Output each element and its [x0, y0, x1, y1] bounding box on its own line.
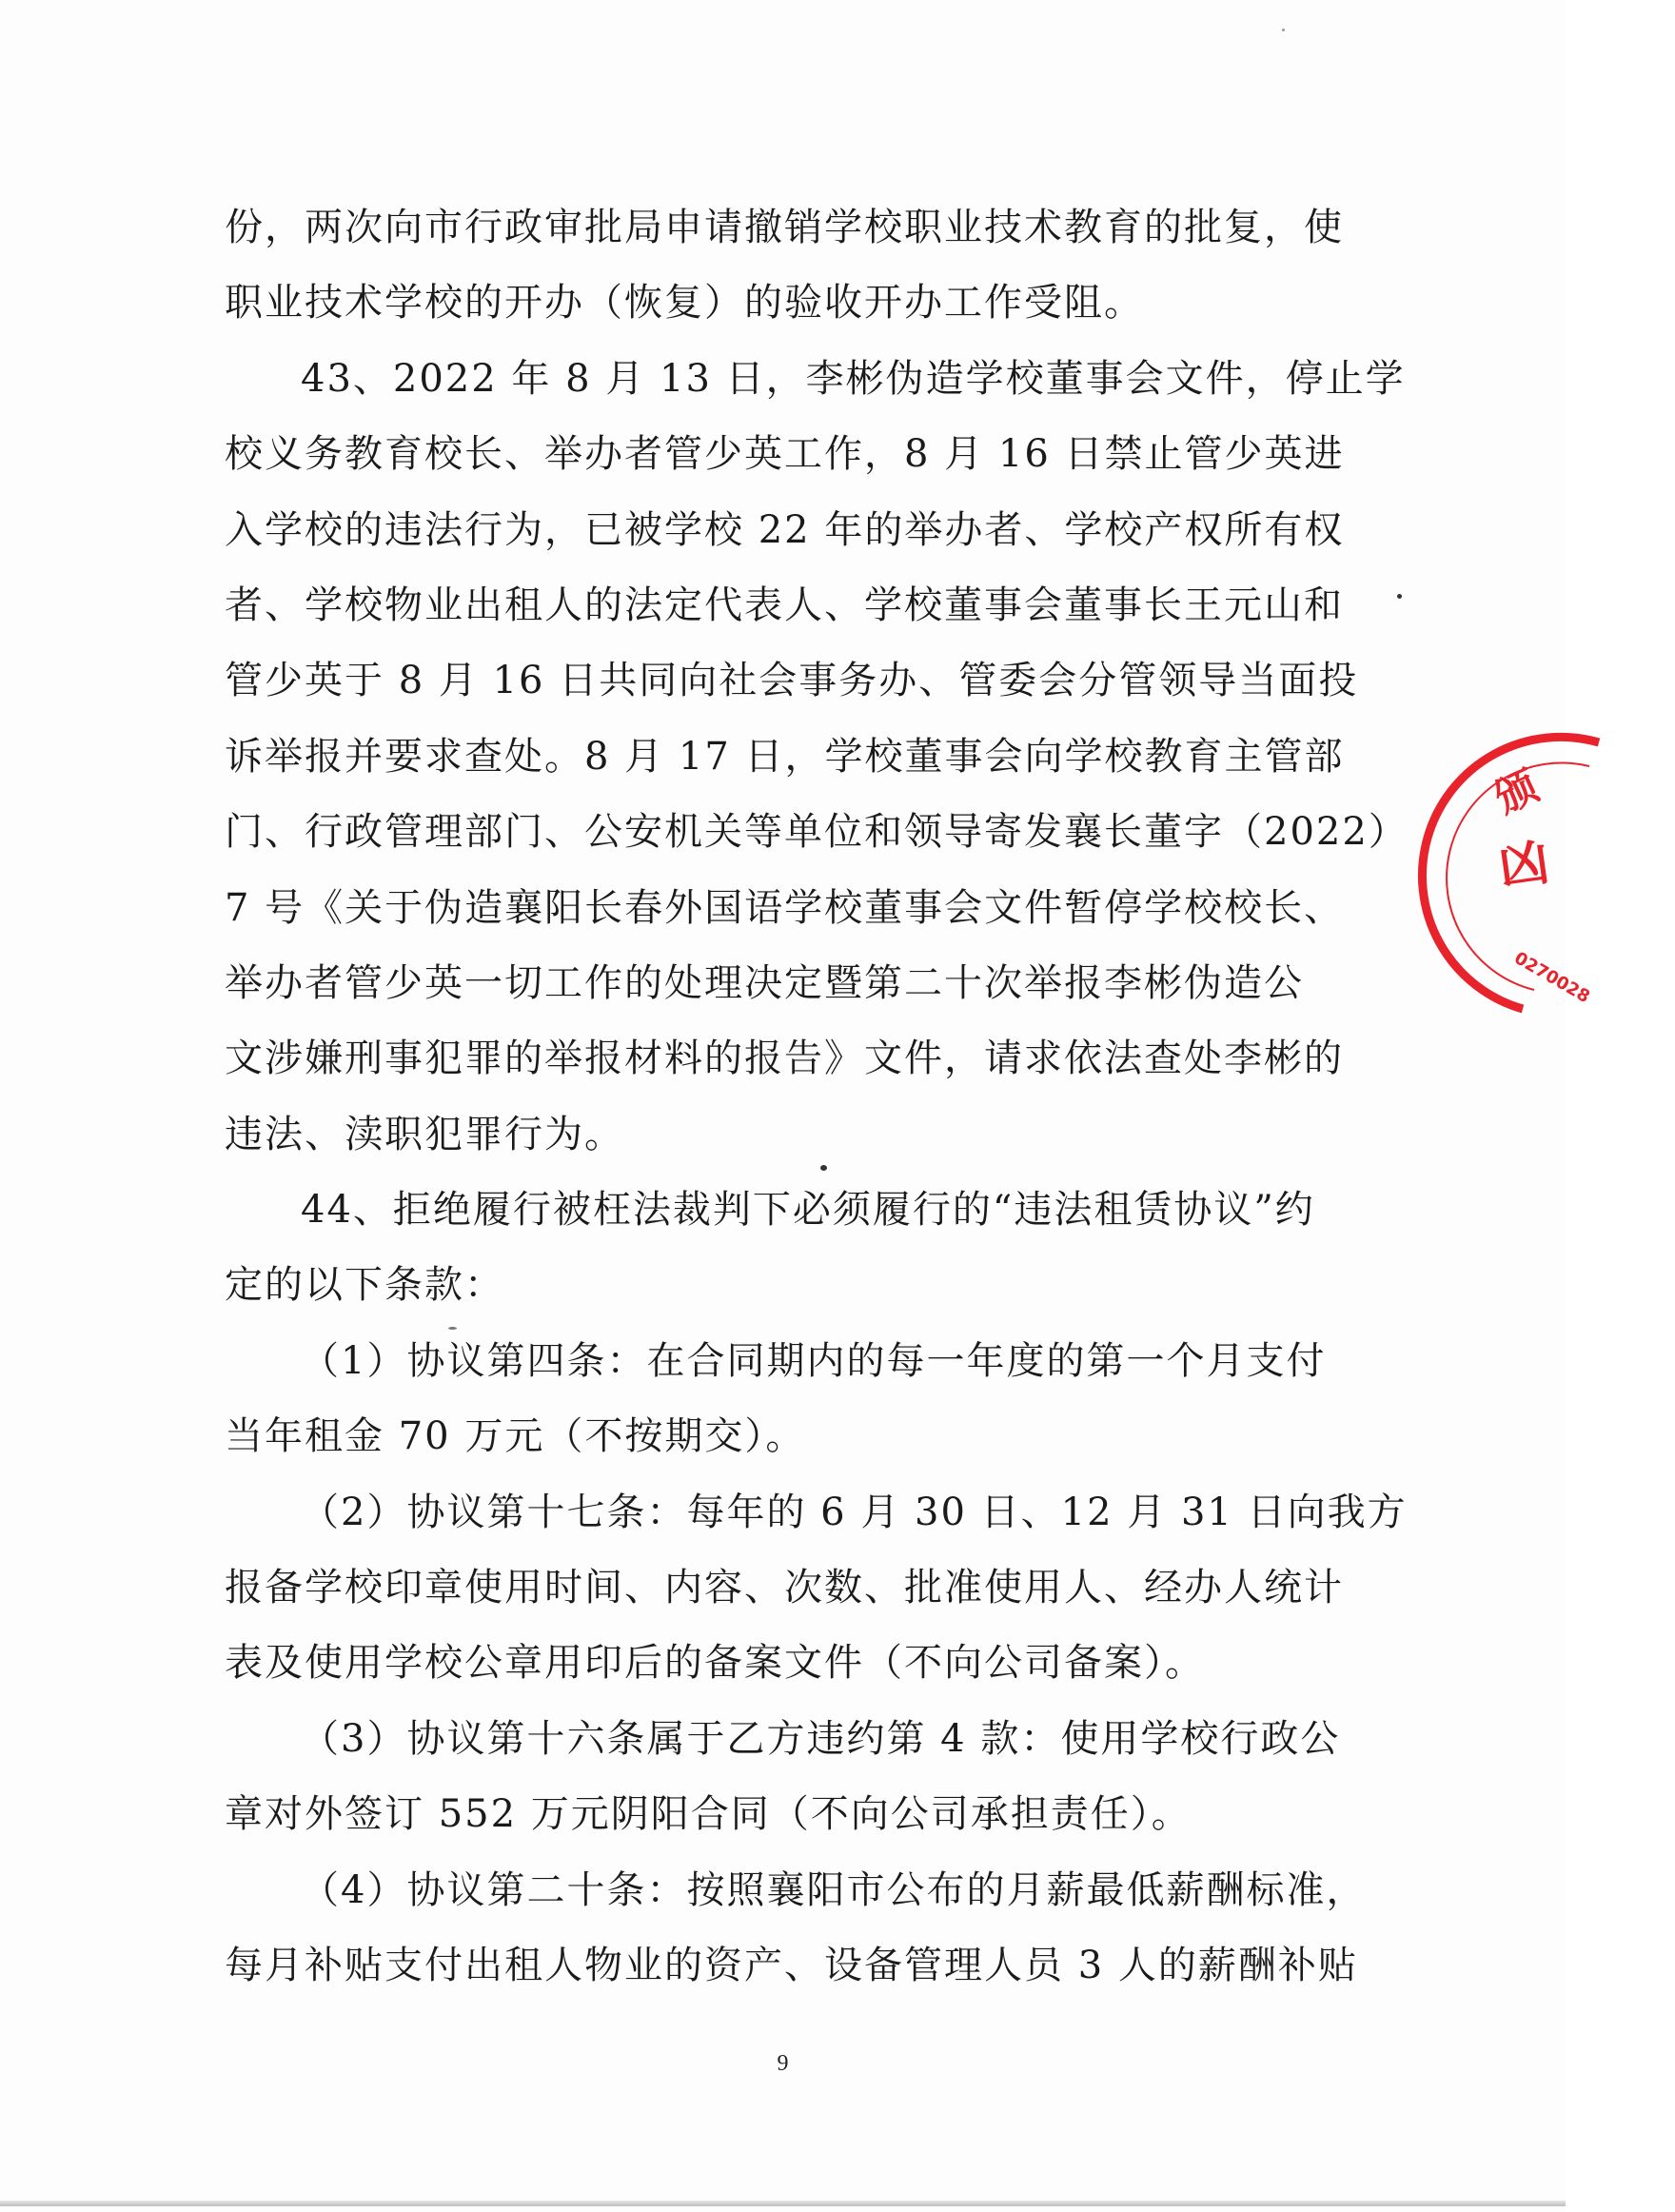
text-line: 者、学校物业出租人的法定代表人、学校董事会董事长王元山和 — [225, 583, 1344, 627]
text-line: 诉举报并要求查处。8 月 17 日，学校董事会向学校教育主管部 — [225, 734, 1345, 779]
text-line: 份，两次向市行政审批局申请撤销学校职业技术教育的批复，使 — [225, 206, 1344, 249]
text-line: 章对外签订 552 万元阴阳合同（不向公司承担责任）。 — [225, 1792, 1192, 1837]
text-line: 43、2022 年 8 月 13 日，李彬伪造学校董事会文件，停止学 — [301, 356, 1406, 401]
red-seal-stamp — [1485, 723, 1675, 1028]
text-line: 7 号《关于伪造襄阳长春外国语学校董事会文件暂停学校校长、 — [225, 885, 1345, 930]
scan-speck — [1397, 594, 1402, 599]
text-line: 文涉嫌刑事犯罪的举报材料的报告》文件，请求依法查处李彬的 — [225, 1037, 1344, 1081]
scan-speck — [1282, 29, 1285, 31]
text-line: 门、行政管理部门、公安机关等单位和领导寄发襄长董字（2022） — [225, 810, 1409, 855]
text-line: （3）协议第十六条属于乙方违约第 4 款：使用学校行政公 — [301, 1716, 1341, 1761]
svg-text:0270028: 0270028 — [1510, 948, 1593, 1008]
text-line: 违法、渎职犯罪行为。 — [225, 1112, 624, 1156]
text-line: 定的以下条款： — [225, 1263, 504, 1308]
text-line: （1）协议第四条：在合同期内的每一年度的第一个月支付 — [301, 1338, 1327, 1383]
scan-speck — [448, 1327, 457, 1330]
page-number: 9 — [777, 2051, 789, 2076]
text-line: 当年租金 70 万元（不按期交）。 — [225, 1414, 806, 1459]
text-line: 职业技术学校的开办（恢复）的验收开办工作受阻。 — [225, 281, 1144, 326]
text-line: 报备学校印章使用时间、内容、次数、批准使用人、经办人统计 — [225, 1566, 1344, 1610]
text-line: 44、拒绝履行被枉法裁判下必须履行的“违法租赁协议”约 — [301, 1188, 1315, 1233]
text-line: （2）协议第十七条：每年的 6 月 30 日、12 月 31 日向我方 — [301, 1490, 1408, 1534]
text-line: 入学校的违法行为，已被学校 22 年的举办者、学校产权所有权 — [225, 507, 1345, 552]
scan-bottom-edge — [0, 2201, 1566, 2206]
document-body — [225, 190, 1409, 2004]
text-line: 管少英于 8 月 16 日共同向社会事务办、管委会分管领导当面投 — [225, 659, 1359, 703]
svg-text:颁: 颁 — [1488, 761, 1547, 823]
text-line: （4）协议第二十条：按照襄阳市公布的月薪最低薪酬标准， — [301, 1867, 1367, 1912]
text-line: 校义务教育校长、举办者管少英工作，8 月 16 日禁止管少英进 — [225, 432, 1345, 477]
text-line: 举办者管少英一切工作的处理决定暨第二十次举报李彬伪造公 — [225, 960, 1304, 1005]
svg-text:凶: 凶 — [1495, 833, 1553, 898]
scan-speck — [820, 1165, 827, 1171]
text-line: 表及使用学校公章用印后的备案文件（不向公司备案）。 — [225, 1641, 1205, 1686]
text-line: 每月补贴支付出租人物业的资产、设备管理人员 3 人的薪酬补贴 — [225, 1943, 1358, 1987]
